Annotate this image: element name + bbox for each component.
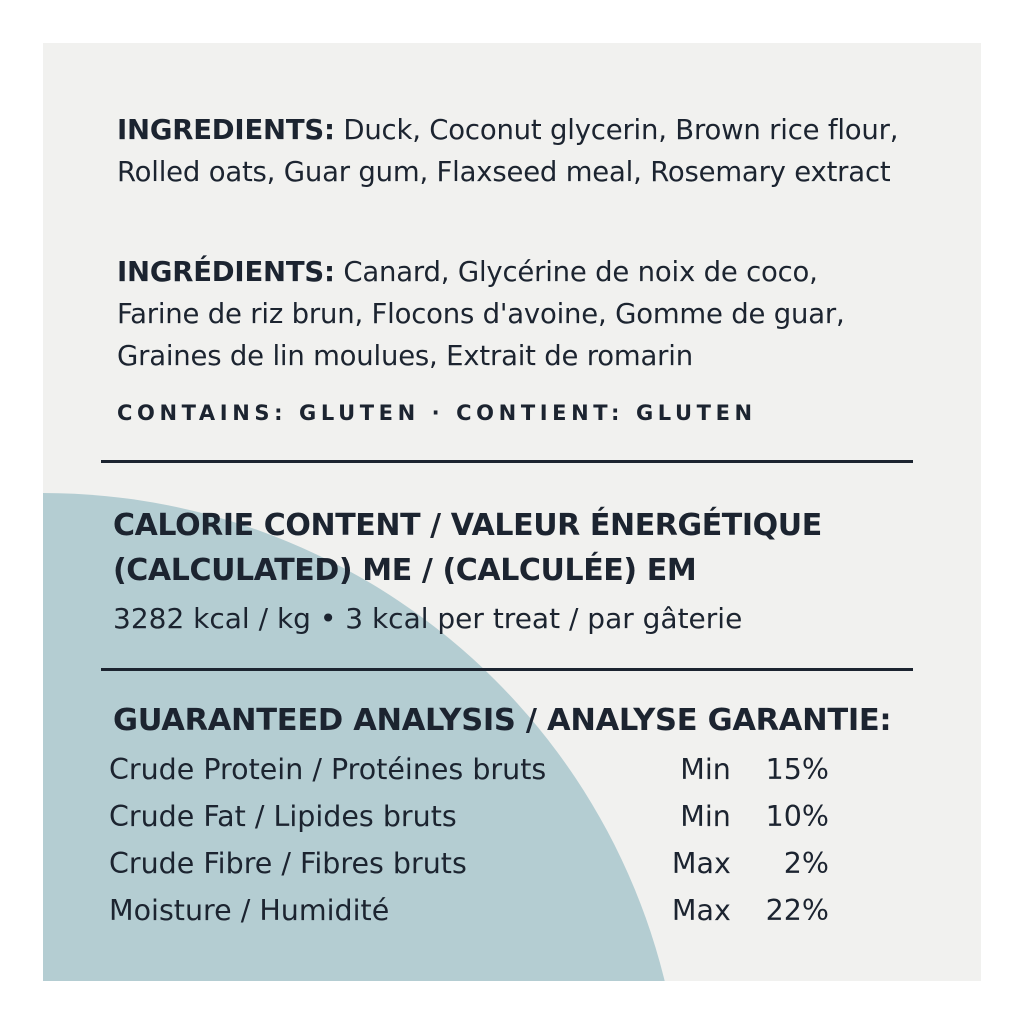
calorie-values: 3282 kcal / kg • 3 kcal per treat / par gâterie: [113, 602, 743, 635]
analysis-value: 22%: [765, 894, 829, 927]
analysis-value: 10%: [765, 800, 829, 833]
analysis-name: Crude Protein / Protéines bruts: [109, 753, 547, 786]
guaranteed-analysis-heading: GUARANTEED ANALYSIS / ANALYSE GARANTIE:: [113, 703, 892, 738]
analysis-value: 2%: [783, 847, 829, 880]
ingredients-english-label: INGREDIENTS:: [117, 114, 335, 146]
analysis-kind: Max: [671, 894, 731, 927]
analysis-name: Crude Fibre / Fibres bruts: [109, 847, 467, 880]
calorie-heading-line2: (CALCULATED) ME / (CALCULÉE) EM: [113, 553, 697, 588]
divider-top: [101, 460, 913, 463]
ingredients-english-text: Duck, Coconut glycerin, Brown rice flour, Rolled oats, Guar gum, Flaxseed meal, Rosemary extract: [117, 114, 899, 188]
analysis-name: Crude Fat / Lipides bruts: [109, 800, 457, 833]
table-row: [109, 887, 829, 934]
table-row: [109, 840, 829, 887]
divider-bottom: [101, 668, 913, 671]
analysis-kind: Max: [671, 847, 731, 880]
ingredients-french-text: Canard, Glycérine de noix de coco, Farine de riz brun, Flocons d'avoine, Gomme de guar, Graines de lin moulues, Extrait de romarin: [117, 256, 845, 372]
calorie-heading-line1: CALORIE CONTENT / VALEUR ÉNERGÉTIQUE: [113, 508, 822, 543]
ingredients-english: [117, 109, 907, 193]
analysis-name: Moisture / Humidité: [109, 894, 390, 927]
ingredients-french-label: INGRÉDIENTS:: [117, 256, 335, 288]
allergen-notice: CONTAINS: GLUTEN · CONTIENT: GLUTEN: [117, 401, 757, 425]
ingredients-french: [117, 251, 907, 377]
table-row: [109, 793, 829, 840]
analysis-kind: Min: [680, 753, 731, 786]
analysis-kind: Min: [680, 800, 731, 833]
label-content: [43, 43, 981, 981]
label-panel: [43, 43, 981, 981]
table-row: [109, 746, 829, 793]
guaranteed-analysis-table: [109, 746, 829, 934]
analysis-value: 15%: [765, 753, 829, 786]
